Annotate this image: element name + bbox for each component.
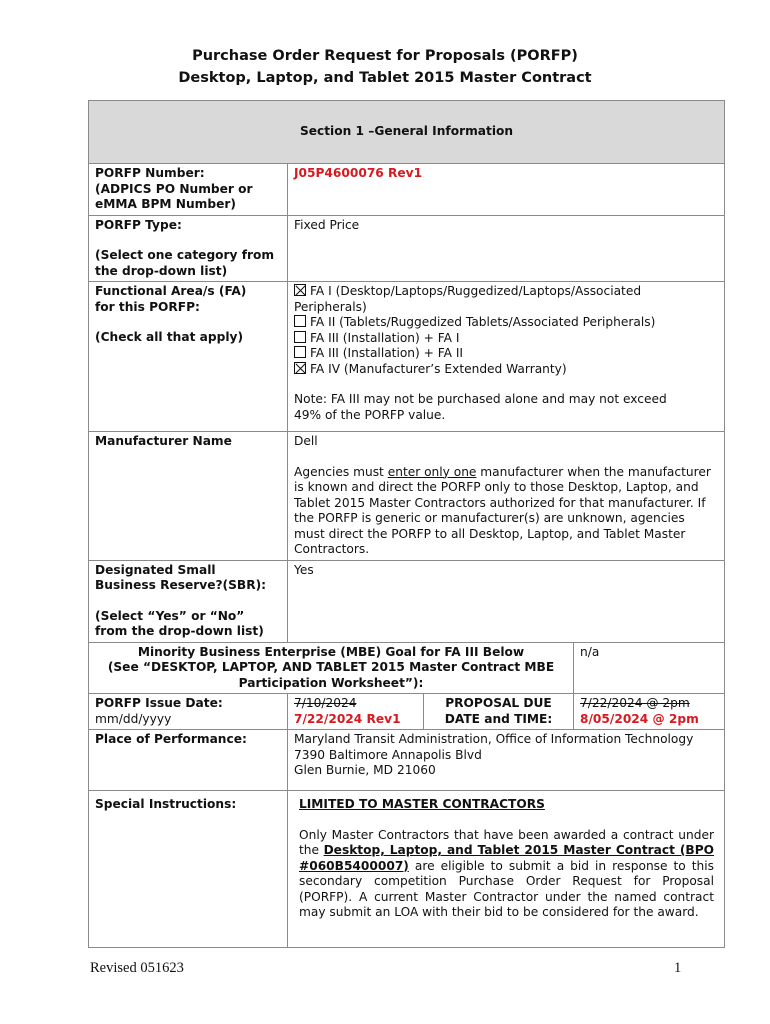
place-label: Place of Performance: [89,730,288,791]
special-instructions-label: Special Instructions: [89,791,288,948]
porfp-type-dropdown[interactable]: Fixed Price [288,215,725,282]
special-instructions-value[interactable] [288,791,725,948]
special-paragraph: Only Master Contractors that have been awarded a contract under the Desktop, Laptop, and Tablet 2015 Master Contract (BPO #060B5400007) are eligible to submit a bid in response to this secondary competition Purchase Order Request for Proposal (PORFP). A current Master Contractor under the named contract may submit an LOA with their bid to be considered for the award. [299,827,714,919]
fa-option-2[interactable]: FA II (Tablets/Ruggedized Tablets/Associated Peripherals) [294,315,718,331]
section-header [89,101,725,164]
manufacturer-cell [288,432,725,561]
fa-option-3[interactable]: FA III (Installation) + FA I [294,331,718,347]
functional-area-options: FA I (Desktop/Laptops/Ruggedized/Laptops/Associated Peripherals) FA II (Tablets/Ruggedized Tablets/Associated Peripherals) FA III (Installation) + FA I FA III (Installation) + FA II FA IV (Manufacturer’s Extended Warranty) Note: FA III may not be purchased alone and may not exceed 49% of the PORFP value. [288,282,725,432]
functional-area-label: Functional Area/s (FA) for this PORFP: (Check all that apply) [89,282,288,432]
checkbox-unchecked-icon[interactable] [294,346,306,358]
porfp-number-value[interactable]: J05P4600076 Rev1 [288,164,725,216]
manufacturer-value[interactable]: Dell [294,434,318,448]
general-information-table [88,100,725,948]
fa-option-1[interactable]: FA I (Desktop/Laptops/Ruggedized/Laptops/Associated [294,284,718,300]
mbe-value[interactable]: n/a [574,642,725,694]
issue-date-value[interactable]: 7/10/2024 7/22/2024 Rev1 [288,694,424,730]
place-value[interactable]: Maryland Transit Administration, Office of Information Technology 7390 Baltimore Annapolis Blvd Glen Burnie, MD 21060 [288,730,725,791]
proposal-due-value[interactable]: 7/22/2024 @ 2pm 8/05/2024 @ 2pm [574,694,725,730]
checkbox-checked-icon[interactable] [294,362,306,374]
fa-option-4[interactable]: FA III (Installation) + FA II [294,346,718,362]
fa-option-5[interactable]: FA IV (Manufacturer’s Extended Warranty) [294,362,718,378]
page-number: 1 [674,960,682,976]
title-line-1: Purchase Order Request for Proposals (PORFP) [192,48,578,64]
manufacturer-label: Manufacturer Name [89,432,288,561]
porfp-number-label: PORFP Number: (ADPICS PO Number or eMMA BPM Number) [89,164,288,216]
special-heading: LIMITED TO MASTER CONTRACTORS [299,797,545,811]
sbr-label: Designated Small Business Reserve?(SBR): (Select “Yes” or “No” from the drop-down list) [89,560,288,642]
footer-revised: Revised 051623 [90,960,184,976]
title-line-2: Desktop, Laptop, and Tablet 2015 Master Contract [178,70,592,86]
mbe-label: Minority Business Enterprise (MBE) Goal for FA III Below (See “DESKTOP, LAPTOP, AND TABLET 2015 Master Contract MBE Participation Worksheet”): [89,642,574,694]
manufacturer-note: Agencies must enter only one manufacturer when the manufacturer is known and direct the PORFP only to those Desktop, Laptop, and Tablet 2015 Master Contractors authorized for that manufacturer. If the PORFP is generic or manufacturer(s) are unknown, agencies must direct the PORFP to all Desktop, Laptop, and Tablet Master Contractors. [294,464,711,556]
checkbox-checked-icon[interactable] [294,284,306,296]
fa-note: Note: FA III may not be purchased alone and may not exceed 49% of the PORFP value. [294,392,667,422]
checkbox-unchecked-icon[interactable] [294,315,306,327]
section-title: Section 1 –General Information [299,124,514,139]
sbr-dropdown[interactable]: Yes [288,560,725,642]
porfp-type-label: PORFP Type: (Select one category from the drop-down list) [89,215,288,282]
proposal-due-label: PROPOSAL DUE DATE and TIME: [424,694,574,730]
document-title [0,45,770,89]
issue-date-label: PORFP Issue Date: mm/dd/yyyy [89,694,288,730]
checkbox-unchecked-icon[interactable] [294,331,306,343]
